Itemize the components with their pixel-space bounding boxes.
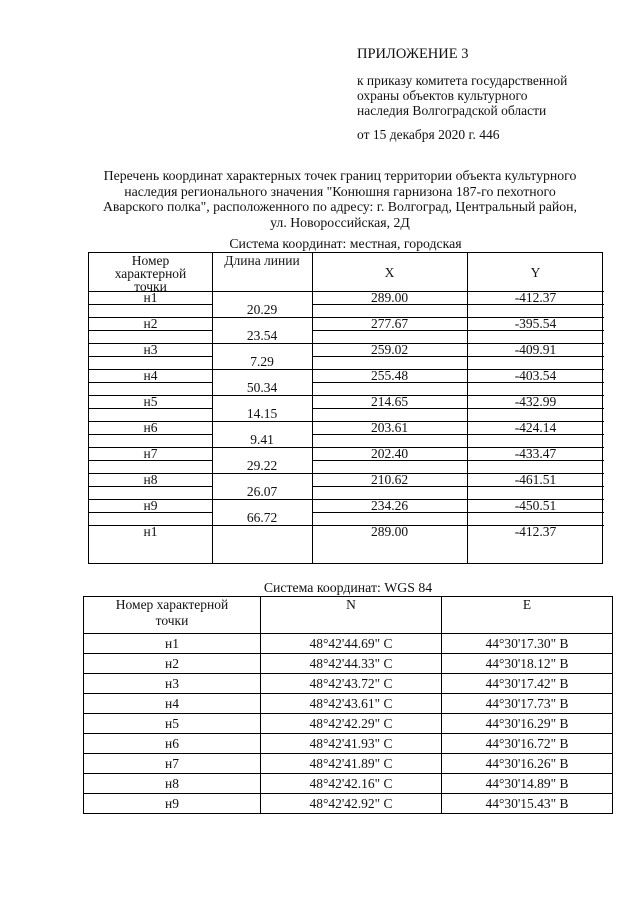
table1-row-divider — [312, 486, 604, 487]
table2-e: 44°30'18.12" В — [442, 654, 613, 674]
table1-point: н8 — [143, 472, 158, 487]
header-point-line-3: точки — [134, 279, 167, 294]
table1-y: -461.51 — [514, 472, 557, 487]
table1-row-divider — [312, 330, 604, 331]
table2-n: 48°42'43.61" С — [261, 694, 442, 714]
table1-x: 255.48 — [370, 368, 409, 383]
table1-x: 210.62 — [370, 472, 409, 487]
table2-e: 44°30'16.26" В — [442, 754, 613, 774]
table1-x: 214.65 — [370, 394, 409, 409]
table1-y: -432.99 — [514, 394, 557, 409]
table2-e: 44°30'16.72" В — [442, 734, 613, 754]
table2-row — [84, 634, 613, 654]
table2-n: 48°42'44.33" С — [261, 654, 442, 674]
table1-length: 23.54 — [246, 328, 278, 343]
appendix-line-2: охраны объектов культурного — [357, 88, 528, 103]
table2-point: н4 — [84, 694, 261, 714]
header-point-line-1: Номер характерной — [115, 597, 229, 612]
table1-y: -433.47 — [514, 446, 557, 461]
table1-row-divider — [89, 460, 212, 461]
table2-e: 44°30'14.89" В — [442, 774, 613, 794]
table2-point: н9 — [84, 794, 261, 814]
table2-caption: Система координат: WGS 84 — [263, 580, 433, 595]
table1-length: 29.22 — [246, 458, 278, 473]
table1-point: н7 — [143, 446, 158, 461]
table1-x: 203.61 — [370, 420, 409, 435]
table2-e: 44°30'16.29" В — [442, 714, 613, 734]
table2-header-row — [84, 597, 613, 634]
appendix-date: от 15 декабря 2020 г. 446 — [357, 127, 500, 142]
table1-point: н2 — [143, 316, 158, 331]
table2-point: н2 — [84, 654, 261, 674]
page-title-line-3: Аварского полка", расположенного по адресу: г. Волгоград, Центральный район, — [102, 199, 578, 214]
header-point-line-2: характерной — [114, 266, 187, 281]
wgs84-coordinates-table — [83, 596, 613, 814]
table1-point: н1 — [143, 290, 158, 305]
page-title-line-1: Перечень координат характерных точек границ территории объекта культурного — [103, 168, 577, 183]
table1-header-point — [89, 254, 212, 293]
table1-row-divider — [312, 382, 604, 383]
table2-n: 48°42'42.16" С — [261, 774, 442, 794]
table1-row-divider — [89, 382, 212, 383]
table1-point: н3 — [143, 342, 158, 357]
table1-x: 259.02 — [370, 342, 409, 357]
header-point-line-1: Номер — [131, 253, 170, 268]
table2-n: 48°42'42.92" С — [261, 794, 442, 814]
page-title-line-2: наследия регионального значения "Конюшня гарнизона 187-го пехотного — [124, 183, 556, 199]
table1-row-divider — [89, 486, 212, 487]
table1-row-divider — [312, 304, 604, 305]
table1-point: н4 — [143, 368, 158, 383]
table2-row — [84, 674, 613, 694]
table1-x: 277.67 — [370, 316, 409, 331]
table2-e: 44°30'15.43" В — [442, 794, 613, 814]
table1-point: н9 — [143, 498, 158, 513]
table1-row-divider — [312, 408, 604, 409]
table1-row-divider — [89, 434, 212, 435]
table2-point: н6 — [84, 734, 261, 754]
appendix-title: ПРИЛОЖЕНИЕ 3 — [357, 46, 469, 62]
table1-header-x: X — [384, 265, 395, 280]
table1-x: 289.00 — [370, 290, 409, 305]
table2-row — [84, 694, 613, 714]
table1-length: 7.29 — [250, 354, 274, 369]
table2-row — [84, 654, 613, 674]
table1-y: -412.37 — [514, 524, 557, 539]
table2-row — [84, 754, 613, 774]
table1-x: 289.00 — [370, 524, 409, 539]
table1-y: -424.14 — [514, 420, 557, 435]
table2-n: 48°42'43.72" С — [261, 674, 442, 694]
table1-header-length: Длина линии — [224, 253, 300, 268]
page-title — [60, 168, 620, 230]
table2-point: н3 — [84, 674, 261, 694]
table1-row-divider — [312, 356, 604, 357]
table2-row — [84, 734, 613, 754]
table1-point: н6 — [143, 420, 158, 435]
table1-y: -450.51 — [514, 498, 557, 513]
table1-row-divider — [312, 512, 604, 513]
header-point-line-2: точки — [155, 613, 189, 628]
table2-row — [84, 714, 613, 734]
table1-length: 50.34 — [246, 380, 278, 395]
table1-point: н5 — [143, 394, 158, 409]
table1-y: -395.54 — [514, 316, 557, 331]
table1-caption: Система координат: местная, городская — [229, 236, 462, 251]
table1-length: 14.15 — [246, 406, 278, 421]
table1-row-divider — [89, 512, 212, 513]
table1-row-divider — [89, 356, 212, 357]
table2-header-e: E — [442, 597, 613, 634]
table1-length: 20.29 — [246, 302, 278, 317]
table1-row-divider — [89, 408, 212, 409]
table2-row — [84, 794, 613, 814]
table1-row-divider — [312, 460, 604, 461]
table1-row-divider — [312, 434, 604, 435]
table2-point: н1 — [84, 634, 261, 654]
table1-x: 234.26 — [370, 498, 409, 513]
local-coordinates-table — [88, 252, 603, 564]
table1-x: 202.40 — [370, 446, 409, 461]
page-title-line-4: ул. Новороссийская, 2Д — [270, 214, 410, 230]
table2-e: 44°30'17.30" В — [442, 634, 613, 654]
table1-header-y: Y — [530, 265, 541, 280]
table2-point: н8 — [84, 774, 261, 794]
table1-row-divider — [89, 330, 212, 331]
table1-length: 66.72 — [246, 510, 278, 525]
table1-y: -409.91 — [514, 342, 557, 357]
table1-length: 26.07 — [246, 484, 278, 499]
table1-point: н1 — [143, 524, 158, 539]
table2-n: 48°42'41.93" С — [261, 734, 442, 754]
table2-n: 48°42'42.29" С — [261, 714, 442, 734]
appendix-line-3: наследия Волгоградской области — [357, 103, 547, 118]
table1-row-divider — [89, 304, 212, 305]
table2-point: н5 — [84, 714, 261, 734]
table2-row — [84, 774, 613, 794]
table2-header-point — [84, 597, 261, 634]
table2-body — [84, 634, 613, 814]
appendix-line-1: к приказу комитета государственной — [357, 73, 568, 88]
table1-y: -403.54 — [514, 368, 557, 383]
table2-e: 44°30'17.73" В — [442, 694, 613, 714]
table2-e: 44°30'17.42" В — [442, 674, 613, 694]
table2-n: 48°42'44.69" С — [261, 634, 442, 654]
table1-y: -412.37 — [514, 290, 557, 305]
table2-n: 48°42'41.89" С — [261, 754, 442, 774]
table2-point: н7 — [84, 754, 261, 774]
table2-header-n: N — [261, 597, 442, 634]
table1-length: 9.41 — [250, 432, 274, 447]
